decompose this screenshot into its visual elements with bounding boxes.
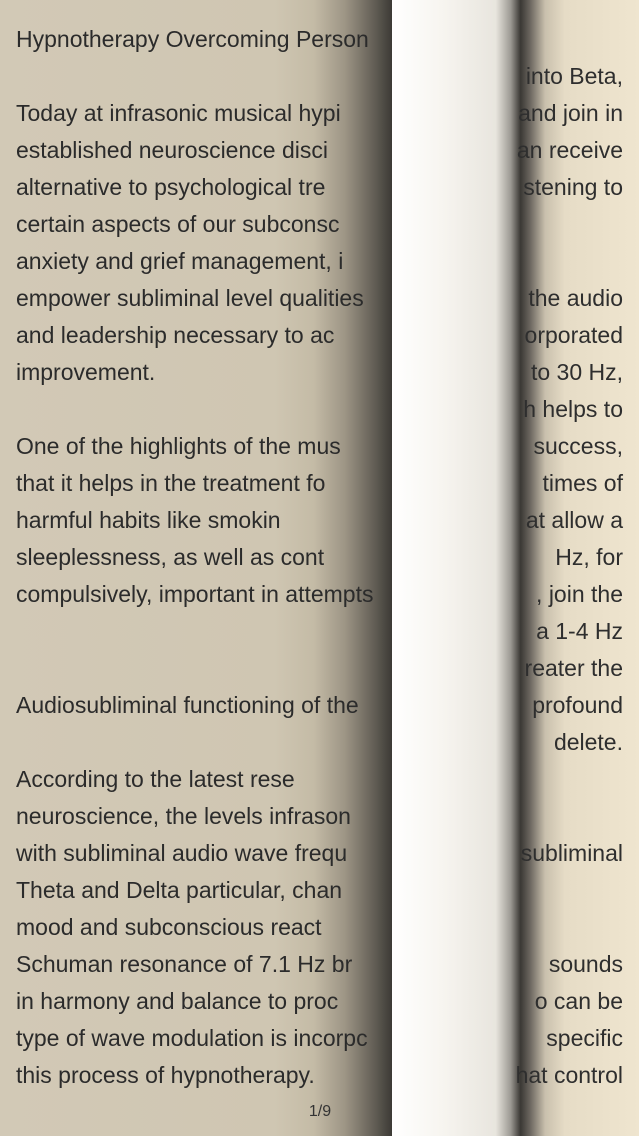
left-page-text-line: this process of hypnotherapy. [16, 1062, 315, 1088]
right-page-text-line [512, 206, 623, 243]
right-page-text-line [512, 21, 623, 58]
left-page-text-line: Hypnotherapy Overcoming Person [16, 26, 369, 52]
right-page-text-line: and join in [518, 100, 623, 126]
left-page-text-line [16, 724, 391, 761]
page-curl[interactable] [392, 0, 639, 1136]
left-page-text-line: type of wave modulation is incorpc [16, 1025, 368, 1051]
right-page-text-line [512, 909, 623, 946]
left-page-text-line [16, 391, 391, 428]
right-page-text-line: subliminal [520, 840, 623, 866]
left-page-text-line: that it helps in the treatment fo [16, 470, 326, 496]
left-page-text-line: in harmony and balance to proc [16, 988, 339, 1014]
right-page-text-line: h helps to [523, 396, 623, 422]
right-page-text-line: , join the [536, 581, 623, 607]
left-page-text-line [16, 613, 391, 650]
left-page-text-line: alternative to psychological tre [16, 174, 326, 200]
left-page-text-line: improvement. [16, 359, 156, 385]
right-page-text-line: success, [533, 433, 623, 459]
right-page-text-line: at allow a [525, 507, 623, 533]
right-page-text-line: reater the [524, 655, 623, 681]
right-page-text-line [512, 761, 623, 798]
left-page-text-line: empower subliminal level qualities [16, 285, 364, 311]
left-page-text-line: anxiety and grief management, i [16, 248, 344, 274]
right-page-text-line: to 30 Hz, [530, 359, 623, 385]
left-page-text-line: and leadership necessary to ac [16, 322, 335, 348]
left-page-text-line [16, 58, 391, 95]
right-page-text-line: specific [546, 1025, 623, 1051]
left-page-text-line [16, 650, 391, 687]
right-page-text-line: into Beta, [525, 63, 623, 89]
left-page-text-line: established neuroscience disci [16, 137, 328, 163]
left-page-text-line: certain aspects of our subconsc [16, 211, 340, 237]
left-page-text-line: sleeplessness, as well as cont [16, 544, 325, 570]
right-page-text-line [512, 243, 623, 280]
right-page-text-line [512, 872, 623, 909]
left-page-text-line: According to the latest rese [16, 766, 295, 792]
right-page-text-line: a 1-4 Hz [536, 618, 623, 644]
page-indicator: 1/9 [308, 1103, 332, 1120]
right-page-text-line: hat control [515, 1062, 623, 1088]
left-page-text-line: Audiosubliminal functioning of the [16, 692, 359, 718]
left-page-text-line: with subliminal audio wave frequ [16, 840, 348, 866]
right-page-text-line: stening to [523, 174, 623, 200]
right-page-text-line: the audio [528, 285, 623, 311]
right-page-text-line [512, 798, 623, 835]
left-page-text-line: neuroscience, the levels infrason [16, 803, 351, 829]
left-page-text-line: One of the highlights of the mus [16, 433, 341, 459]
right-page-text-line: Hz, for [555, 544, 623, 570]
left-page-text-line: Theta and Delta particular, chan [16, 877, 343, 903]
right-page-text-line: an receive [516, 137, 623, 163]
right-page-text-line: delete. [553, 729, 623, 755]
left-page-text-line: harmful habits like smokin [16, 507, 281, 533]
right-page-text-line: profound [532, 692, 623, 718]
right-page-text-line: sounds [548, 951, 623, 977]
right-page-text-line: o can be [534, 988, 623, 1014]
left-page-text-line: mood and subconscious react [16, 914, 322, 940]
right-page-text-line: times of [542, 470, 623, 496]
left-page-text-line: compulsively, important in attempts [16, 581, 374, 607]
left-page-text-line: Today at infrasonic musical hypi [16, 100, 341, 126]
left-page-text-line: Schuman resonance of 7.1 Hz br [16, 951, 353, 977]
right-page-text-line: orporated [524, 322, 623, 348]
